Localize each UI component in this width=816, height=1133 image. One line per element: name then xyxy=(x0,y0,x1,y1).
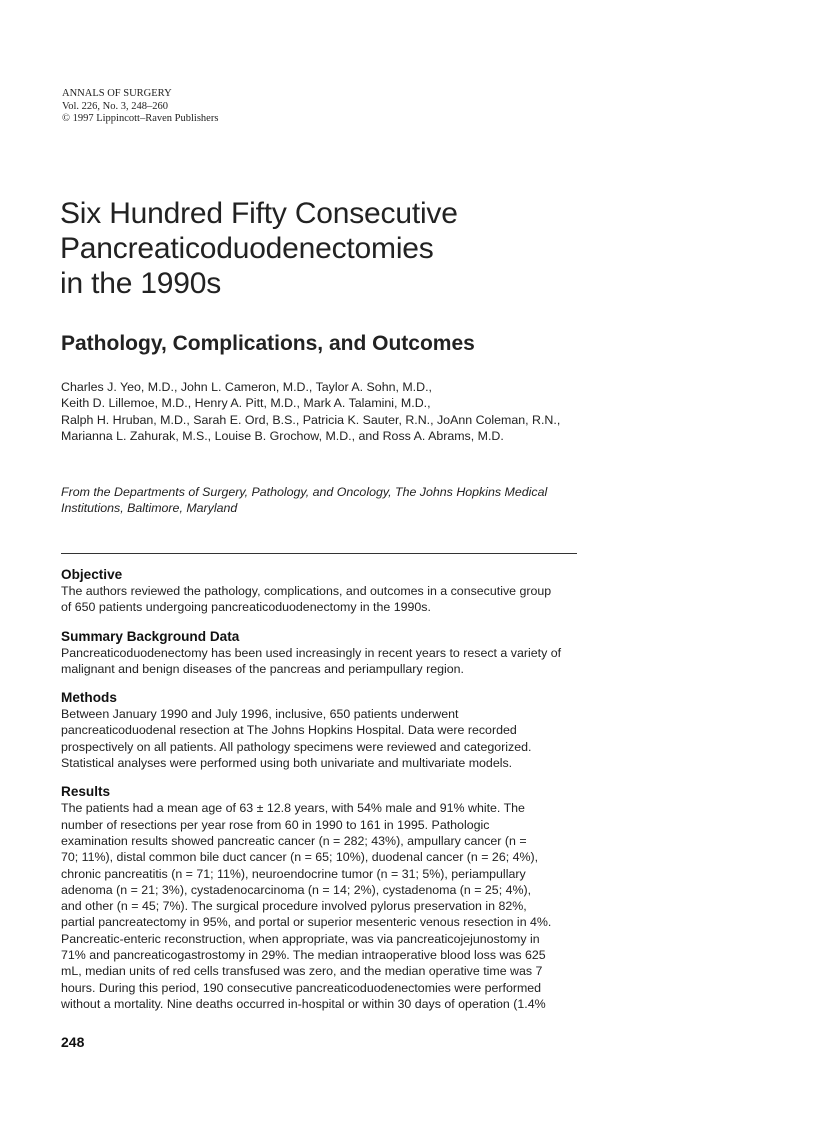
body-line: malignant and benign diseases of the pancreas and periampullary region. xyxy=(61,661,464,676)
author-line: Charles J. Yeo, M.D., John L. Cameron, M.D., Taylor A. Sohn, M.D., xyxy=(61,380,432,394)
body-line: 71% and pancreaticogastrostomy in 29%. The median intraoperative blood loss was 625 xyxy=(61,948,546,963)
affiliation-line: Institutions, Baltimore, Maryland xyxy=(61,501,238,516)
body-line: Pancreaticoduodenectomy has been used increasingly in recent years to resect a variety of xyxy=(61,645,562,660)
journal-copyright: © 1997 Lippincott–Raven Publishers xyxy=(62,113,219,124)
body-line: number of resections per year rose from 60 in 1990 to 161 in 1995. Pathologic xyxy=(61,817,490,832)
section-background xyxy=(61,628,581,678)
body-line: partial pancreatectomy in 95%, and portal or superior mesenteric venous resection in 4%. xyxy=(61,915,552,930)
author-line: Marianna L. Zahurak, M.S., Louise B. Grochow, M.D., and Ross A. Abrams, M.D. xyxy=(61,428,504,443)
body-line: hours. During this period, 190 consecutive pancreaticoduodenectomies were performed xyxy=(61,980,542,995)
section-heading: Methods xyxy=(61,690,117,706)
section-heading: Results xyxy=(61,784,111,800)
body-line: Between January 1990 and July 1996, inclusive, 650 patients underwent xyxy=(61,707,459,722)
body-line: The patients had a mean age of 63 ± 12.8 years, with 54% male and 91% white. The xyxy=(61,801,525,816)
journal-name: ANNALS OF SURGERY xyxy=(62,88,172,99)
body-line: mL, median units of red cells transfused was zero, and the median operative time was 7 xyxy=(61,964,543,979)
body-line: examination results showed pancreatic cancer (n = 282; 43%), ampullary cancer (n = xyxy=(61,833,527,848)
section-results xyxy=(61,783,581,1012)
section-objective xyxy=(61,566,581,616)
affiliation xyxy=(61,484,621,517)
body-line: pancreaticoduodenal resection at The Johns Hopkins Hospital. Data were recorded xyxy=(61,723,517,738)
body-line: Statistical analyses were performed using both univariate and multivariate models. xyxy=(61,756,513,771)
journal-volume: Vol. 226, No. 3, 248–260 xyxy=(62,100,168,112)
body-line: adenoma (n = 21; 3%), cystadenocarcinoma (n = 14; 2%), cystadenoma (n = 25; 4%), xyxy=(61,882,532,897)
title-line: Six Hundred Fifty Consecutive xyxy=(60,197,458,230)
body-line: prospectively on all patients. All pathology specimens were reviewed and categorized. xyxy=(61,739,532,754)
section-heading: Summary Background Data xyxy=(61,628,240,644)
title-line: in the 1990s xyxy=(60,267,222,300)
article-title xyxy=(60,196,680,301)
section-heading: Objective xyxy=(61,567,123,582)
journal-info xyxy=(62,88,218,126)
body-line: Pancreatic-enteric reconstruction, when appropriate, was via pancreaticojejunostomy in xyxy=(61,931,540,946)
abstract xyxy=(61,566,581,1012)
article-subtitle: Pathology, Complications, and Outcomes xyxy=(61,332,475,355)
body-line: The authors reviewed the pathology, complications, and outcomes in a consecutive group xyxy=(61,584,552,598)
body-line: of 650 patients undergoing pancreaticoduodenectomy in the 1990s. xyxy=(61,600,431,615)
body-line: chronic pancreatitis (n = 71; 11%), neuroendocrine tumor (n = 31; 5%), periampullary xyxy=(61,866,526,881)
body-line: 70; 11%), distal common bile duct cancer (n = 65; 10%), duodenal cancer (n = 26; 4%), xyxy=(61,850,539,865)
page-number: 248 xyxy=(61,1034,85,1050)
section-methods xyxy=(61,689,581,771)
body-line: without a mortality. Nine deaths occurred in-hospital or within 30 days of operation (1.4% xyxy=(61,996,546,1011)
author-line: Ralph H. Hruban, M.D., Sarah E. Ord, B.S., Patricia K. Sauter, R.N., JoAnn Coleman, R.N., xyxy=(61,412,561,427)
author-line: Keith D. Lillemoe, M.D., Henry A. Pitt, M.D., Mark A. Talamini, M.D., xyxy=(61,396,431,411)
body-line: and other (n = 45; 7%). The surgical procedure involved pylorus preservation in 82%, xyxy=(61,899,527,914)
section-divider xyxy=(61,553,577,554)
author-list xyxy=(61,379,621,444)
affiliation-line: From the Departments of Surgery, Pathology, and Oncology, The Johns Hopkins Medical xyxy=(61,485,548,499)
title-line: Pancreaticoduodenectomies xyxy=(60,232,434,265)
